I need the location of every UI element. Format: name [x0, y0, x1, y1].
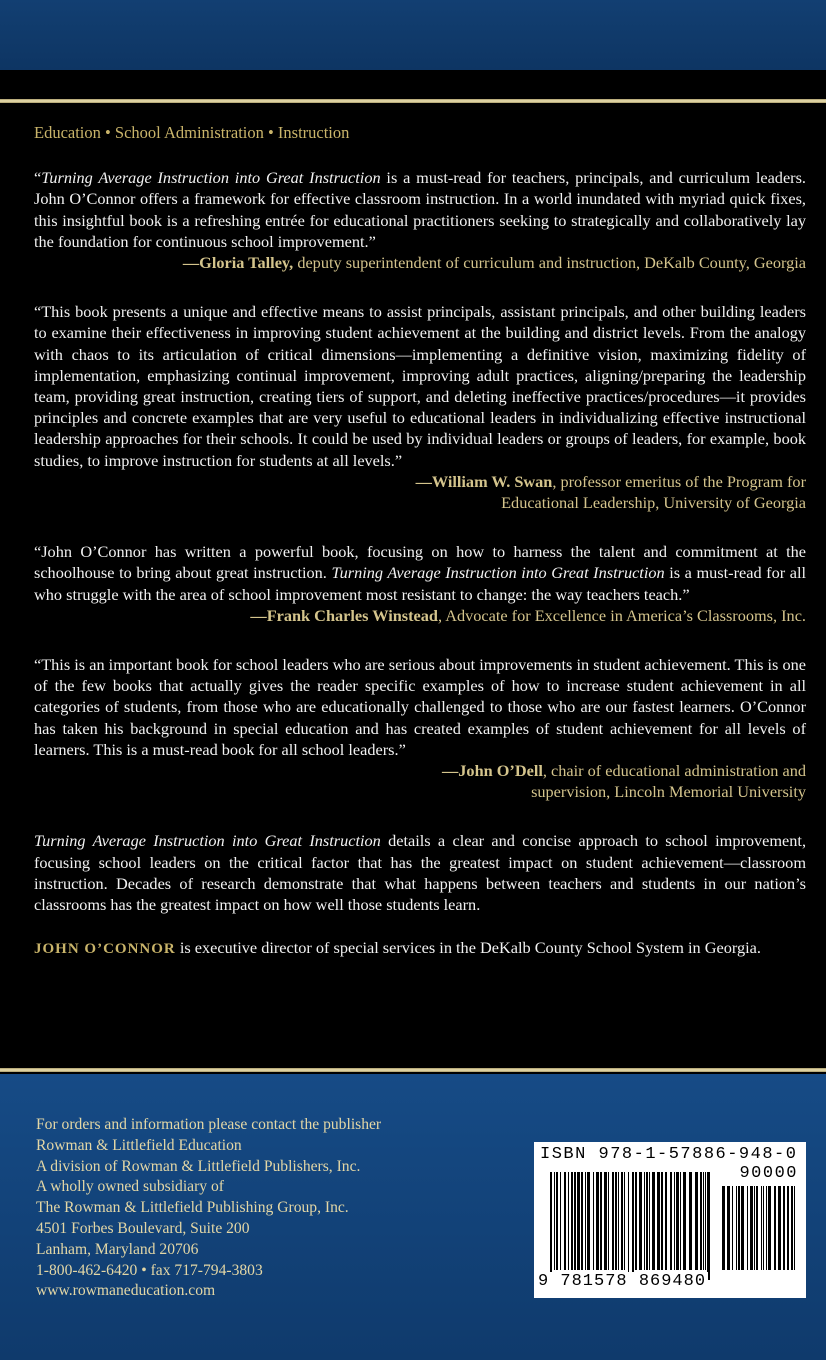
endorsement-quote-1: “Turning Average Instruction into Great Instruction is a must-read for teachers, principals, and curriculum leaders. John O’Connor offers a framework for effective classroom instruction. In a world inundated with myriad quick fixes, this insightful book is a refreshing entrée for educational practitioners seeking to strategically and collaboratively lay the foundation for continuous school improvement.”: [34, 168, 806, 251]
addon-barcode-bars-icon: [722, 1186, 796, 1280]
publisher-website: www.rowmaneducation.com: [36, 1282, 216, 1300]
endorser-name: —Frank Charles Winstead: [250, 605, 438, 625]
endorser-affiliation: , professor emeritus of the Program for: [552, 471, 806, 491]
back-cover-text: [34, 112, 806, 961]
top-blue-band: [0, 0, 826, 70]
endorsement-attribution-2: [34, 471, 806, 513]
bottom-gold-rule: [0, 1068, 826, 1072]
publisher-line: 4501 Forbes Boulevard, Suite 200: [36, 1219, 250, 1237]
barcode-digits: 9 781578 869480: [538, 1272, 707, 1291]
publisher-line: Rowman & Littlefield Education: [36, 1136, 242, 1154]
publisher-line: 1-800-462-6420 • fax 717-794-3803: [36, 1261, 263, 1279]
author-bio: JOHN O’CONNOR is executive director of special services in the DeKalb County School System in Georgia.: [34, 938, 761, 958]
endorser-name: —John O’Dell: [442, 761, 543, 781]
endorsement-quote-4: “This is an important book for school leaders who are serious about improvements in student achievement. This is one of the few books that actually gives the reader specific examples of how to increase student achievement in all categories of students, from those who are educationally challenged to those who are our fastest learners. O’Connor has taken his background in special education and has created examples of student achievement for all levels of learners. This is a must-read book for all school leaders.”: [34, 655, 806, 759]
book-description: Turning Average Instruction into Great Instruction details a clear and concise approach to school improvement, focusing school leaders on the critical factor that has the greatest impact on student achievement—classroom instruction. Decades of research demonstrate that what happens between teachers and students in our nation’s classrooms has the greatest impact on how well those students learn.: [34, 831, 807, 915]
endorsement-attribution-3: [34, 605, 806, 626]
subject-categories: Education • School Administration • Instruction: [34, 123, 350, 142]
author-name: JOHN O’CONNOR: [34, 941, 176, 958]
publisher-line: For orders and information please contact the publisher: [36, 1116, 382, 1133]
publisher-info: [36, 1115, 516, 1302]
endorser-affiliation-cont: supervision, Lincoln Memorial University: [531, 782, 806, 802]
endorser-name: —William W. Swan: [415, 471, 553, 491]
publisher-line: A division of Rowman & Littlefield Publishers, Inc.: [36, 1157, 361, 1175]
endorser-affiliation: , chair of educational administration and: [542, 761, 806, 781]
isbn-barcode: [534, 1142, 806, 1298]
barcode-bars-icon: [550, 1172, 710, 1280]
top-gold-rule: [0, 99, 826, 103]
endorser-name: —Gloria Talley,: [182, 253, 294, 273]
publisher-line: A wholly owned subsidiary of: [36, 1178, 224, 1196]
endorser-affiliation: deputy superintendent of curriculum and instruction, DeKalb County, Georgia: [293, 253, 806, 273]
endorsement-attribution-1: [34, 252, 806, 273]
endorser-affiliation: , Advocate for Excellence in America’s Classrooms, Inc.: [437, 605, 806, 625]
book-title: Turning Average Instruction into Great Instruction: [331, 563, 665, 583]
book-title: Turning Average Instruction into Great Instruction: [34, 831, 381, 851]
endorser-affiliation-cont: Educational Leadership, University of Georgia: [501, 493, 806, 513]
publisher-line: Lanham, Maryland 20706: [36, 1240, 199, 1258]
price-code: 90000: [739, 1164, 798, 1183]
endorsement-quote-2: “This book presents a unique and effective means to assist principals, assistant principals, and other building leaders to examine their effectiveness in improving student achievement at the building and district levels. From the analogy with chaos to its articulation of critical dimensions—implementing a definitive vision, maximizing fidelity of implementation, emphasizing continual improvement, improving adult practices, aligning/preparing the leadership team, providing great instruction, creating tiers of support, and deleting ineffective practices/procedures—it provides principles and concrete examples that are very useful to educational leaders in individualizing effective instructional leadership approaches for their schools. It could be used by individual leaders or groups of leaders, for example, book studies, to improve instruction for students at all levels.”: [34, 302, 806, 470]
endorsement-attribution-4: [34, 760, 806, 802]
isbn-number: ISBN 978-1-57886-948-0: [540, 1145, 798, 1164]
book-title: Turning Average Instruction into Great Instruction: [41, 168, 381, 188]
endorsement-quote-3: “John O’Connor has written a powerful book, focusing on how to harness the talent and commitment at the schoolhouse to bring about great instruction. Turning Average Instruction into Great Instruction is a must-read for all who struggle with the area of school improvement most resistant to change: the way teachers teach.”: [34, 542, 807, 604]
publisher-line: The Rowman & Littlefield Publishing Group, Inc.: [36, 1199, 349, 1217]
